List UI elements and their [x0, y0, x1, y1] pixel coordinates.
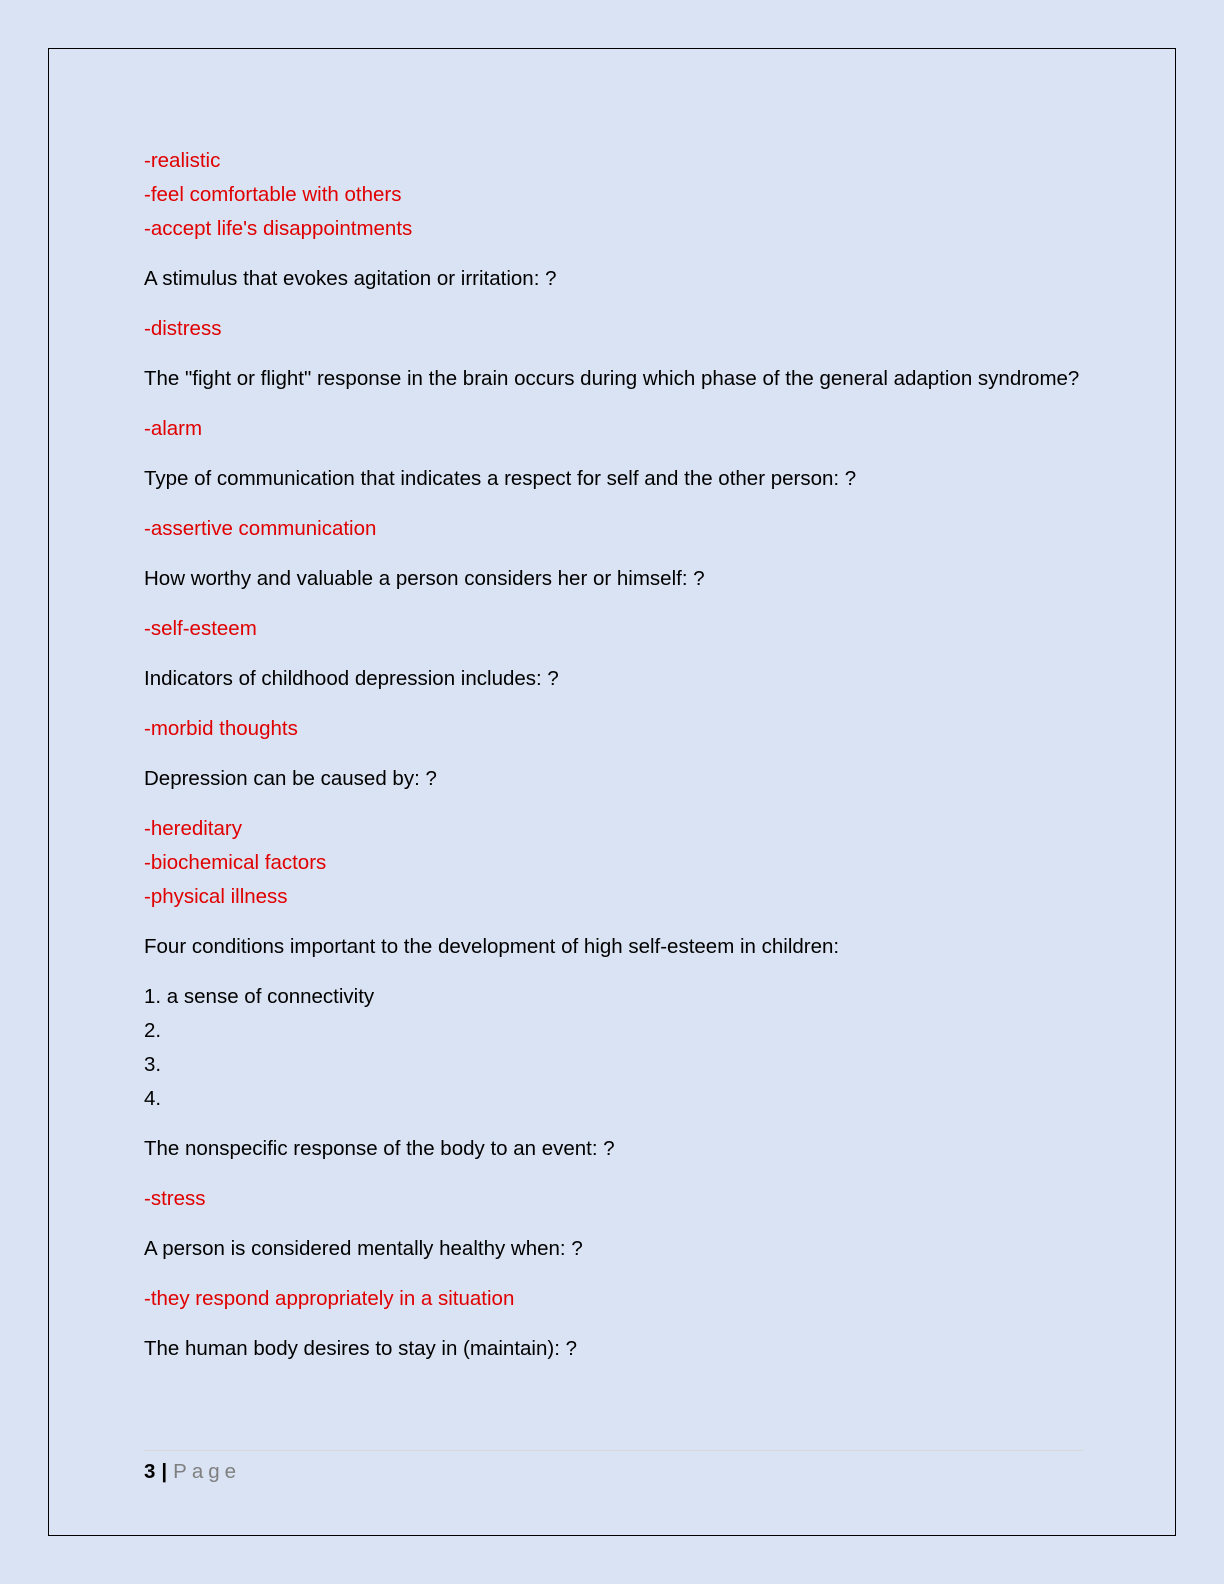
answer-block	[144, 1282, 1084, 1316]
answer-block	[144, 612, 1084, 646]
answer-line: -feel comfortable with others	[144, 183, 402, 206]
question-block	[144, 462, 1084, 496]
answer-block	[144, 412, 1084, 446]
question-line: 1. a sense of connectivity	[144, 985, 375, 1008]
question-line: How worthy and valuable a person considers her or himself: ?	[144, 567, 705, 590]
answer-block	[144, 312, 1084, 346]
answer-line: -biochemical factors	[144, 851, 327, 874]
page-footer	[144, 1455, 241, 1489]
answer-line: -physical illness	[144, 885, 288, 908]
question-line: 3.	[144, 1053, 162, 1076]
answer-line: -distress	[144, 317, 222, 340]
question-block	[144, 362, 1084, 396]
answer-block	[144, 712, 1084, 746]
question-line: 4.	[144, 1087, 162, 1110]
answer-block	[144, 144, 1084, 246]
question-line: The human body desires to stay in (maintain): ?	[144, 1337, 577, 1360]
question-block	[144, 762, 1084, 796]
page-label: Page	[173, 1460, 242, 1483]
answer-line: -morbid thoughts	[144, 717, 298, 740]
page-number: 3	[144, 1460, 156, 1483]
question-line: Four conditions important to the development of high self-esteem in children:	[144, 935, 840, 958]
question-block	[144, 1332, 1084, 1366]
answer-block	[144, 1182, 1084, 1216]
answer-line: -self-esteem	[144, 617, 257, 640]
answer-line: -stress	[144, 1187, 206, 1210]
answer-line: -assertive communication	[144, 517, 377, 540]
question-line: The nonspecific response of the body to an event: ?	[144, 1137, 615, 1160]
question-line: Depression can be caused by: ?	[144, 767, 437, 790]
answer-line: -accept life's disappointments	[144, 217, 413, 240]
question-line: A stimulus that evokes agitation or irritation: ?	[144, 267, 557, 290]
answer-line: -hereditary	[144, 817, 242, 840]
question-block	[144, 562, 1084, 596]
answer-line: -alarm	[144, 417, 203, 440]
document-body	[144, 144, 1084, 1382]
question-block	[144, 1132, 1084, 1166]
question-line: A person is considered mentally healthy when: ?	[144, 1237, 583, 1260]
page-separator: |	[161, 1460, 168, 1483]
question-block	[144, 930, 1084, 964]
question-block	[144, 662, 1084, 696]
question-line: 2.	[144, 1019, 162, 1042]
question-block	[144, 262, 1084, 296]
footer-divider	[144, 1450, 1084, 1451]
answer-line: -realistic	[144, 149, 221, 172]
question-line: Type of communication that indicates a respect for self and the other person: ?	[144, 467, 857, 490]
question-block	[144, 980, 1084, 1116]
answer-block	[144, 812, 1084, 914]
question-line: Indicators of childhood depression includes: ?	[144, 667, 559, 690]
answer-line: -they respond appropriately in a situation	[144, 1287, 515, 1310]
answer-block	[144, 512, 1084, 546]
question-block	[144, 1232, 1084, 1266]
question-line: The "fight or flight" response in the brain occurs during which phase of the general adaption syndrome?	[144, 367, 1080, 390]
